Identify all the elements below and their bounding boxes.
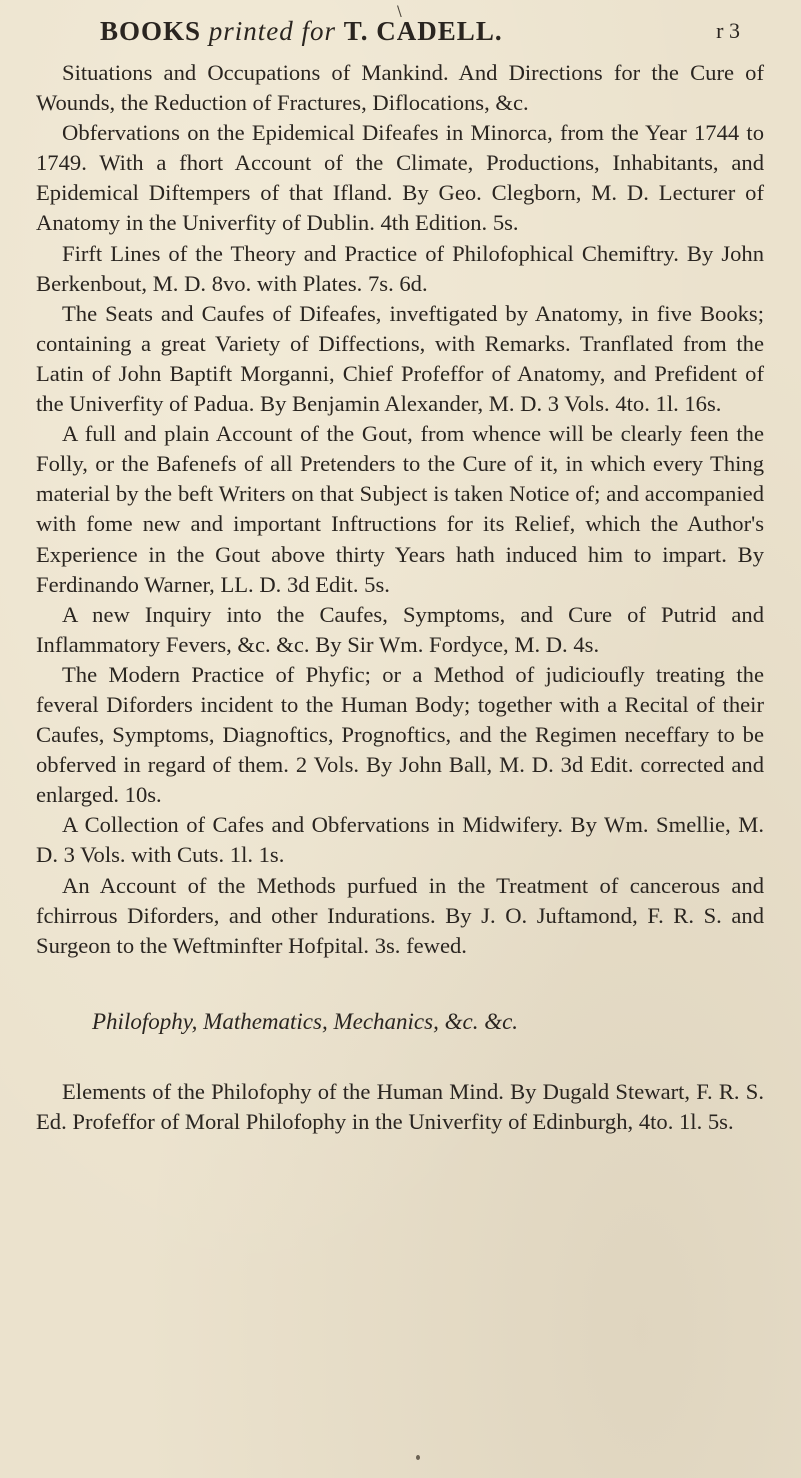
book-entry: A Collection of Cafes and Obfervations in Midwifery. By Wm. Smellie, M. D. 3 Vols. with Cuts. 1l. 1s. (36, 812, 764, 868)
page-mark: \ (397, 4, 402, 20)
running-head-publisher: T. CADELL. (343, 16, 503, 46)
book-entry: Firft Lines of the Theory and Practice of Philofophical Chemiftry. By John Berkenbout, M. D. 8vo. with Plates. 7s. 6d. (36, 240, 764, 296)
book-entry: A full and plain Account of the Gout, from whence will be clearly feen the Folly, or the Bafenefs of all Pretenders to the Cure of it, in which every Thing material by the beft Writers on that Subject is taken Notice of; and accompanied with fome new and important Inftructions for its Relief, which the Author's Experience in the Gout above thirty Years hath induced him to impart. By Ferdinando Warner, LL. D. 3d Edit. 5s. (36, 421, 764, 597)
book-entry: Obfervations on the Epidemical Difeafes in Minorca, from the Year 1744 to 1749. With a fhort Account of the Climate, Productions, Inhabitants, and Epidemical Diftempers of that Ifland. By Geo. Clegborn, M. D. Lecturer of Anatomy in the Univerfity of Dublin. 4th Edition. 5s. (36, 120, 764, 236)
book-entry: Elements of the Philofophy of the Human Mind. By Dugald Stewart, F. R. S. Ed. Profeffor of Moral Philofophy in the Univerfity of Edinburgh, 4to. 1l. 5s. (36, 1078, 764, 1134)
section-heading: Philofophy, Mathematics, Mechanics, &c. &c. (92, 1008, 519, 1034)
book-entry: The Modern Practice of Phyfic; or a Method of judicioufly treating the feveral Diforders incident to the Human Body; together with a Recital of their Caufes, Symptoms, Diagnoftics, Prognoftics, and the Regimen neceffary to be obferved in regard of them. 2 Vols. By John Ball, M. D. 3d Edit. corrected and enlarged. 10s. (36, 661, 764, 808)
running-head (100, 12, 740, 52)
book-entry: The Seats and Caufes of Difeafes, inveftigated by Anatomy, in five Books; containing a great Variety of Diffections, with Remarks. Tranflated from the Latin of John Baptift Morganni, Chief Profeffor of Anatomy, and Prefident of the Univerfity of Padua. By Benjamin Alexander, M. D. 3 Vols. 4to. 1l. 16s. (36, 300, 764, 417)
running-head-title (100, 16, 503, 47)
book-entry: A new Inquiry into the Caufes, Symptoms, and Cure of Putrid and Inflammatory Fevers, &c. &c. By Sir Wm. Fordyce, M. D. 4s. (36, 601, 764, 657)
book-entry: Situations and Occupations of Mankind. And Directions for the Cure of Wounds, the Reduction of Fractures, Diflocations, &c. (36, 60, 764, 116)
ink-spot (416, 1455, 420, 1460)
book-entry: An Account of the Methods purfued in the Treatment of cancerous and fchirrous Diforders, and other Indurations. By J. O. Juftamond, F. R. S. and Surgeon to the Weftminfter Hofpital. 3s. fewed. (36, 872, 764, 958)
book-list (36, 58, 764, 1147)
signature-mark: r 3 (716, 18, 740, 43)
running-head-books: BOOKS (100, 16, 202, 46)
running-head-printed-for: printed for (201, 16, 344, 46)
